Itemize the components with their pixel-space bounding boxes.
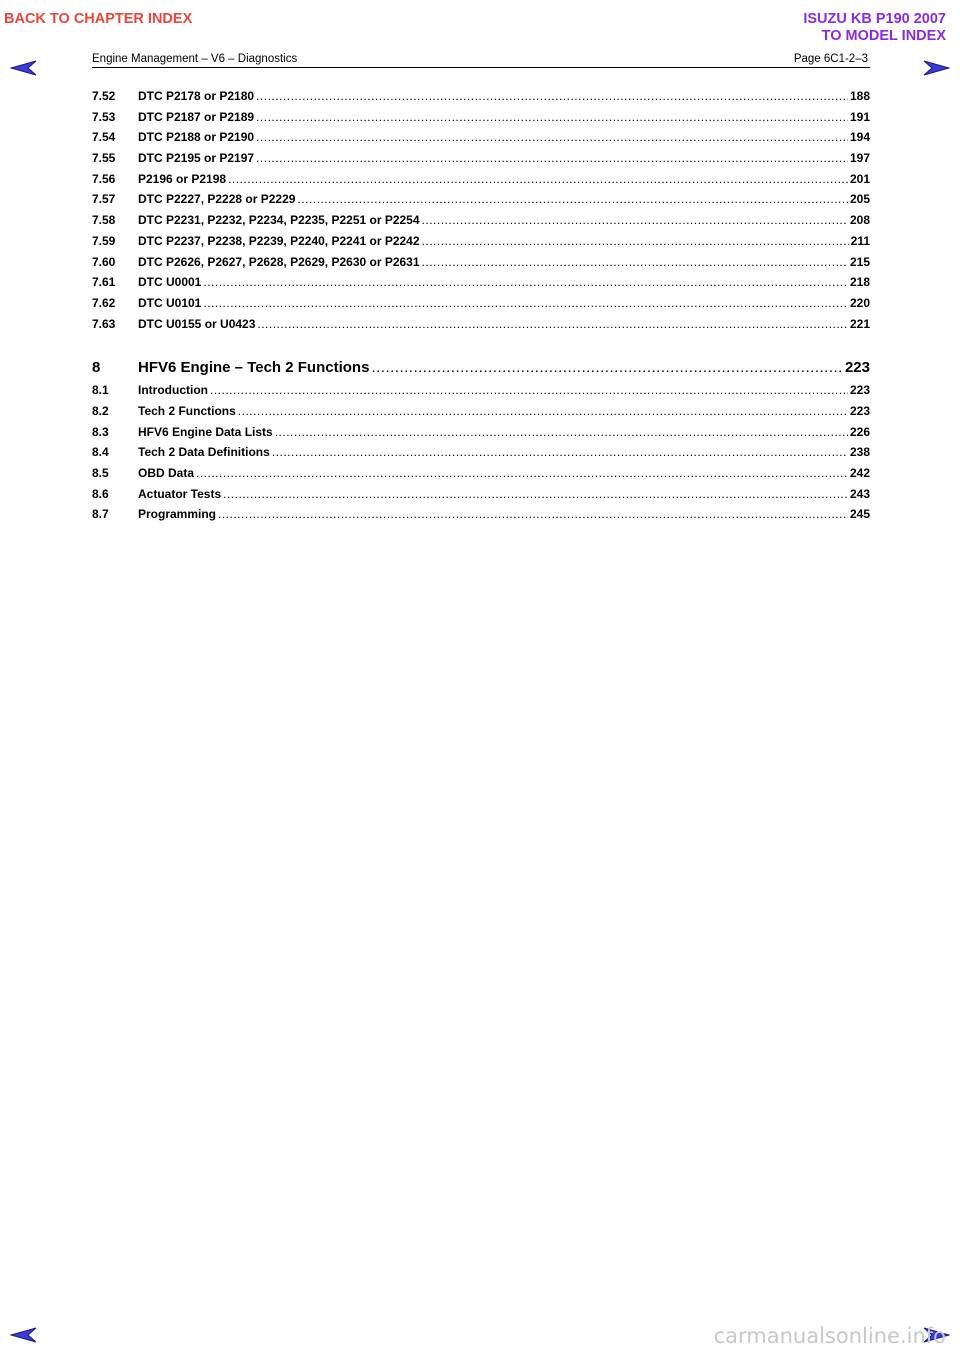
- toc-entry-title[interactable]: Tech 2 Data Definitions: [138, 445, 270, 460]
- toc-entry-number: 7.63: [92, 316, 116, 331]
- header-divider: [92, 67, 870, 68]
- toc-entry-number: 8.5: [92, 466, 109, 480]
- toc-entry-title[interactable]: Tech 2 Functions: [138, 403, 236, 418]
- toc-entry-page[interactable]: 238: [849, 445, 870, 460]
- toc-dot-leader: [422, 255, 848, 269]
- toc-entry-title[interactable]: DTC P2227, P2228 or P2229: [138, 192, 296, 207]
- toc-dot-leader: [257, 317, 848, 331]
- toc-entry-number: 7.54: [92, 130, 116, 145]
- toc-entry-title[interactable]: Programming: [138, 507, 217, 522]
- toc-entry[interactable]: [92, 466, 870, 487]
- toc-entry-page[interactable]: 243: [849, 486, 870, 501]
- toc-entry-page[interactable]: 211: [850, 233, 870, 248]
- toc-dot-leader: [256, 130, 848, 144]
- toc-entry-number: 7.52: [92, 89, 116, 103]
- toc-dot-leader: [272, 445, 848, 459]
- toc-entry-page[interactable]: 201: [849, 171, 870, 186]
- toc-entry-number: 8.7: [92, 507, 109, 522]
- toc-entry-title[interactable]: DTC P2626, P2627, P2628, P2629, P2630 or P2631: [138, 254, 420, 269]
- toc-entry-page[interactable]: 223: [844, 359, 870, 377]
- toc-entry[interactable]: [92, 317, 870, 338]
- toc-entry[interactable]: [92, 404, 870, 425]
- header-page-number: Page 6C1-2–3: [793, 53, 868, 65]
- header-title: Engine Management – V6 – Diagnostics: [92, 53, 298, 65]
- toc-entry-title[interactable]: P2196 or P2198: [138, 171, 227, 186]
- toc-dot-leader: [203, 275, 848, 289]
- toc-entry[interactable]: [92, 296, 870, 317]
- toc-entry-title[interactable]: DTC U0101: [138, 295, 202, 310]
- toc-entry-page[interactable]: 218: [849, 275, 870, 290]
- toc-entry-page[interactable]: 242: [849, 466, 870, 480]
- toc-dot-leader: [422, 213, 848, 227]
- toc-entry-title[interactable]: DTC P2187 or P2189: [138, 109, 255, 124]
- toc-entry-number: 8.1: [92, 383, 109, 398]
- toc-entry-title[interactable]: Actuator Tests: [138, 486, 222, 501]
- toc-entry-title[interactable]: DTC P2231, P2232, P2234, P2235, P2251 or P2254: [138, 213, 420, 228]
- toc-dot-leader: [196, 466, 848, 480]
- toc-dot-leader: [256, 110, 848, 124]
- model-index-link[interactable]: [803, 11, 946, 45]
- toc-entry[interactable]: [92, 445, 870, 466]
- toc-dot-leader: [223, 487, 848, 501]
- toc-dot-leader: [256, 89, 848, 103]
- toc-entry-number: 7.53: [92, 109, 116, 124]
- toc-dot-leader: [371, 359, 843, 376]
- toc-entry[interactable]: [92, 275, 870, 296]
- toc-entry-number: 7.61: [92, 275, 116, 290]
- toc-entry-page[interactable]: 205: [849, 192, 870, 207]
- toc-entry-title[interactable]: DTC U0001: [138, 275, 202, 290]
- toc-entry[interactable]: [92, 89, 870, 110]
- toc-entry-title[interactable]: HFV6 Engine Data Lists: [138, 424, 273, 439]
- toc-entry[interactable]: [92, 507, 870, 528]
- toc-entry-number: 7.58: [92, 213, 116, 228]
- toc-entry-title[interactable]: OBD Data: [138, 466, 195, 480]
- toc-entry[interactable]: [92, 383, 870, 404]
- toc-entry[interactable]: [92, 172, 870, 193]
- toc-entry-number: 8.6: [92, 486, 109, 501]
- toc-entry[interactable]: [92, 487, 870, 508]
- toc-entry[interactable]: [92, 234, 870, 255]
- toc-entry[interactable]: [92, 110, 870, 131]
- toc-entry-title[interactable]: DTC U0155 or U0423: [138, 316, 256, 331]
- toc-dot-leader: [422, 234, 849, 248]
- toc-entry-title[interactable]: DTC P2195 or P2197: [138, 151, 255, 166]
- toc-entry[interactable]: [92, 151, 870, 172]
- toc-entry[interactable]: [92, 255, 870, 276]
- table-of-contents: [92, 89, 870, 528]
- model-title[interactable]: ISUZU KB P190 2007: [803, 11, 946, 27]
- toc-dot-leader: [275, 425, 848, 439]
- toc-entry-number: 8.4: [92, 445, 109, 460]
- toc-section-heading[interactable]: [92, 359, 870, 383]
- toc-entry-number: 8.2: [92, 403, 109, 418]
- toc-entry[interactable]: [92, 213, 870, 234]
- toc-dot-leader: [256, 151, 848, 165]
- toc-entry-title[interactable]: Introduction: [138, 383, 208, 398]
- toc-entry-number: 7.60: [92, 254, 116, 269]
- toc-entry[interactable]: [92, 130, 870, 151]
- toc-entry-page[interactable]: 188: [849, 89, 870, 103]
- toc-dot-leader: [203, 296, 848, 310]
- next-page-right-arrow-icon[interactable]: [922, 60, 950, 76]
- toc-entry-page[interactable]: 191: [849, 109, 870, 124]
- toc-dot-leader: [218, 507, 848, 521]
- toc-entry-title[interactable]: DTC P2188 or P2190: [138, 130, 255, 145]
- toc-entry-number: 7.57: [92, 192, 116, 207]
- toc-entry-page[interactable]: 245: [849, 507, 870, 522]
- toc-entry-page[interactable]: 197: [849, 151, 870, 166]
- toc-entry-title[interactable]: DTC P2178 or P2180: [138, 89, 255, 103]
- toc-entry-page[interactable]: 194: [849, 130, 870, 145]
- toc-entry-page[interactable]: 223: [849, 403, 870, 418]
- toc-entry-number: 8: [92, 359, 101, 377]
- toc-entry-title[interactable]: HFV6 Engine – Tech 2 Functions: [138, 359, 370, 377]
- toc-entry[interactable]: [92, 192, 870, 213]
- prev-page-left-arrow-icon[interactable]: [10, 60, 38, 76]
- to-model-index[interactable]: TO MODEL INDEX: [821, 28, 946, 44]
- toc-dot-leader: [210, 383, 848, 397]
- toc-entry-page[interactable]: 223: [849, 383, 870, 398]
- toc-entry-number: 7.56: [92, 171, 116, 186]
- toc-entry-page[interactable]: 220: [849, 295, 870, 310]
- toc-dot-leader: [238, 404, 848, 418]
- prev-page-left-arrow-icon-bottom[interactable]: [10, 1327, 38, 1343]
- toc-entry-page[interactable]: 215: [849, 254, 870, 269]
- toc-entry-number: 7.55: [92, 151, 116, 166]
- watermark: carmanualsonline.info: [713, 1324, 946, 1348]
- toc-entry-title[interactable]: DTC P2237, P2238, P2239, P2240, P2241 or P2242: [138, 233, 420, 248]
- toc-entry-number: 8.3: [92, 424, 109, 439]
- toc-dot-leader: [228, 172, 848, 186]
- toc-entry-number: 7.59: [92, 233, 116, 248]
- toc-entry[interactable]: [92, 425, 870, 446]
- toc-dot-leader: [297, 192, 848, 206]
- back-to-chapter-index-link[interactable]: BACK TO CHAPTER INDEX: [4, 11, 193, 27]
- toc-entry-page[interactable]: 208: [849, 213, 870, 228]
- toc-entry-page[interactable]: 221: [849, 316, 870, 331]
- toc-entry-page[interactable]: 226: [849, 424, 870, 439]
- toc-entry-number: 7.62: [92, 295, 116, 310]
